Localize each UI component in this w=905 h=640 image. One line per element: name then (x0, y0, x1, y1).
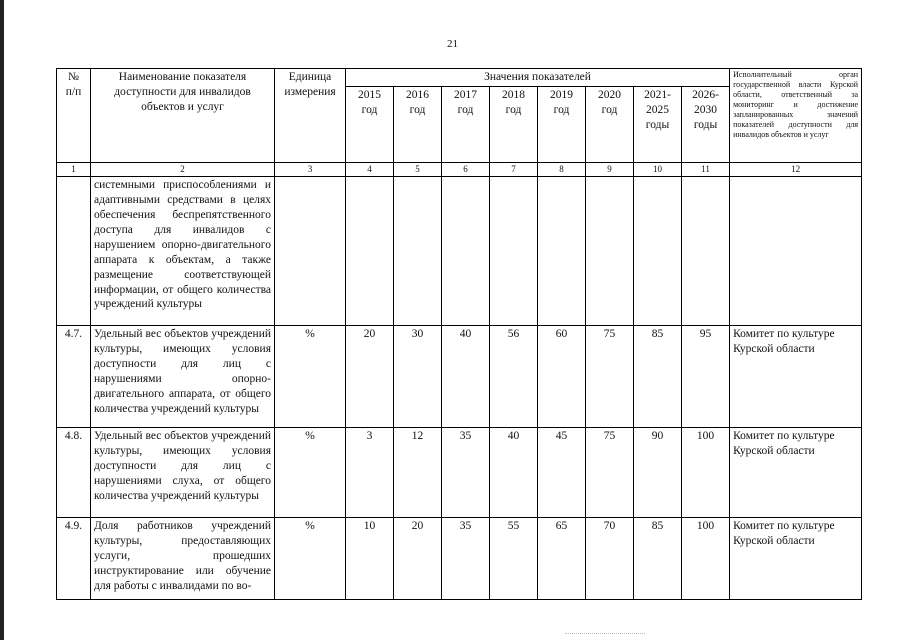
scan-artifact (565, 633, 645, 634)
table-row (57, 517, 862, 599)
header-year: 2021- 2025 годы (634, 86, 682, 162)
row-number: 4.8. (57, 427, 91, 517)
header-year: 2017 год (442, 86, 490, 162)
column-number: 12 (730, 162, 862, 176)
value (346, 176, 394, 325)
row-number (57, 176, 91, 325)
executive-body: Комитет по культуре Курской области (730, 517, 862, 599)
value: 75 (586, 427, 634, 517)
value: 90 (634, 427, 682, 517)
header-values: Значения показателей (346, 69, 730, 87)
value: 12 (394, 427, 442, 517)
value: 60 (538, 325, 586, 427)
unit: % (275, 517, 346, 599)
table-row (57, 427, 862, 517)
value (586, 176, 634, 325)
column-number: 7 (490, 162, 538, 176)
value: 100 (682, 517, 730, 599)
value (538, 176, 586, 325)
value: 40 (442, 325, 490, 427)
value: 85 (634, 325, 682, 427)
column-number: 3 (275, 162, 346, 176)
value: 45 (538, 427, 586, 517)
row-number: 4.9. (57, 517, 91, 599)
value (442, 176, 490, 325)
value: 3 (346, 427, 394, 517)
column-number: 6 (442, 162, 490, 176)
value: 65 (538, 517, 586, 599)
value: 40 (490, 427, 538, 517)
header-executive-body: Исполнительный орган государственной власти Курской области, ответственный за мониторинг и достижение запланированных значений показателей доступности для инвалидов объектов и услуг (730, 69, 862, 163)
value: 35 (442, 427, 490, 517)
value (682, 176, 730, 325)
column-number: 5 (394, 162, 442, 176)
column-number: 4 (346, 162, 394, 176)
executive-body: Комитет по культуре Курской области (730, 427, 862, 517)
column-number-row (57, 162, 862, 176)
value (490, 176, 538, 325)
indicators-table (56, 68, 862, 600)
executive-body (730, 176, 862, 325)
table-row (57, 325, 862, 427)
value: 100 (682, 427, 730, 517)
header-year: 2019 год (538, 86, 586, 162)
value: 70 (586, 517, 634, 599)
header-year: 2018 год (490, 86, 538, 162)
indicator-name: Доля работников учреждений культуры, предоставляющих услуги, прошедших инструктирование или обучение для работы с инвалидами по во- (91, 517, 275, 599)
value: 20 (394, 517, 442, 599)
header-year: 2020 год (586, 86, 634, 162)
value: 95 (682, 325, 730, 427)
page-number: 21 (447, 38, 458, 50)
executive-body: Комитет по культуре Курской области (730, 325, 862, 427)
value: 10 (346, 517, 394, 599)
column-number: 9 (586, 162, 634, 176)
column-number: 2 (91, 162, 275, 176)
column-number: 1 (57, 162, 91, 176)
value: 20 (346, 325, 394, 427)
header-year: 2016 год (394, 86, 442, 162)
value: 30 (394, 325, 442, 427)
value: 55 (490, 517, 538, 599)
unit: % (275, 427, 346, 517)
value: 56 (490, 325, 538, 427)
unit: % (275, 325, 346, 427)
row-number: 4.7. (57, 325, 91, 427)
value: 35 (442, 517, 490, 599)
value (394, 176, 442, 325)
column-number: 11 (682, 162, 730, 176)
unit (275, 176, 346, 325)
value (634, 176, 682, 325)
indicator-name: Удельный вес объектов учреждений культуры, имеющих условия доступности для лиц с нарушениями слуха, от общего количества учреждений культуры (91, 427, 275, 517)
column-number: 10 (634, 162, 682, 176)
header-unit: Единица измерения (275, 69, 346, 163)
page-left-edge (0, 0, 4, 640)
header-no: № п/п (57, 69, 91, 163)
table-row (57, 176, 862, 325)
indicator-name: Удельный вес объектов учреждений культуры, имеющих условия доступности для лиц с нарушениями опорно-двигательного аппарата, от общего количества учреждений культуры (91, 325, 275, 427)
column-number: 8 (538, 162, 586, 176)
indicator-name: системными приспособлениями и адаптивными средствами в целях обеспечения беспрепятственного доступа для инвалидов с нарушением опорно-двигательного аппарата к объектам, а также размещение соответствующей информации, от общего количества учреждений культуры (91, 176, 275, 325)
value: 75 (586, 325, 634, 427)
header-year: 2015 год (346, 86, 394, 162)
header-year: 2026- 2030 годы (682, 86, 730, 162)
value: 85 (634, 517, 682, 599)
header-indicator-name: Наименование показателя доступности для инвалидов объектов и услуг (91, 69, 275, 163)
